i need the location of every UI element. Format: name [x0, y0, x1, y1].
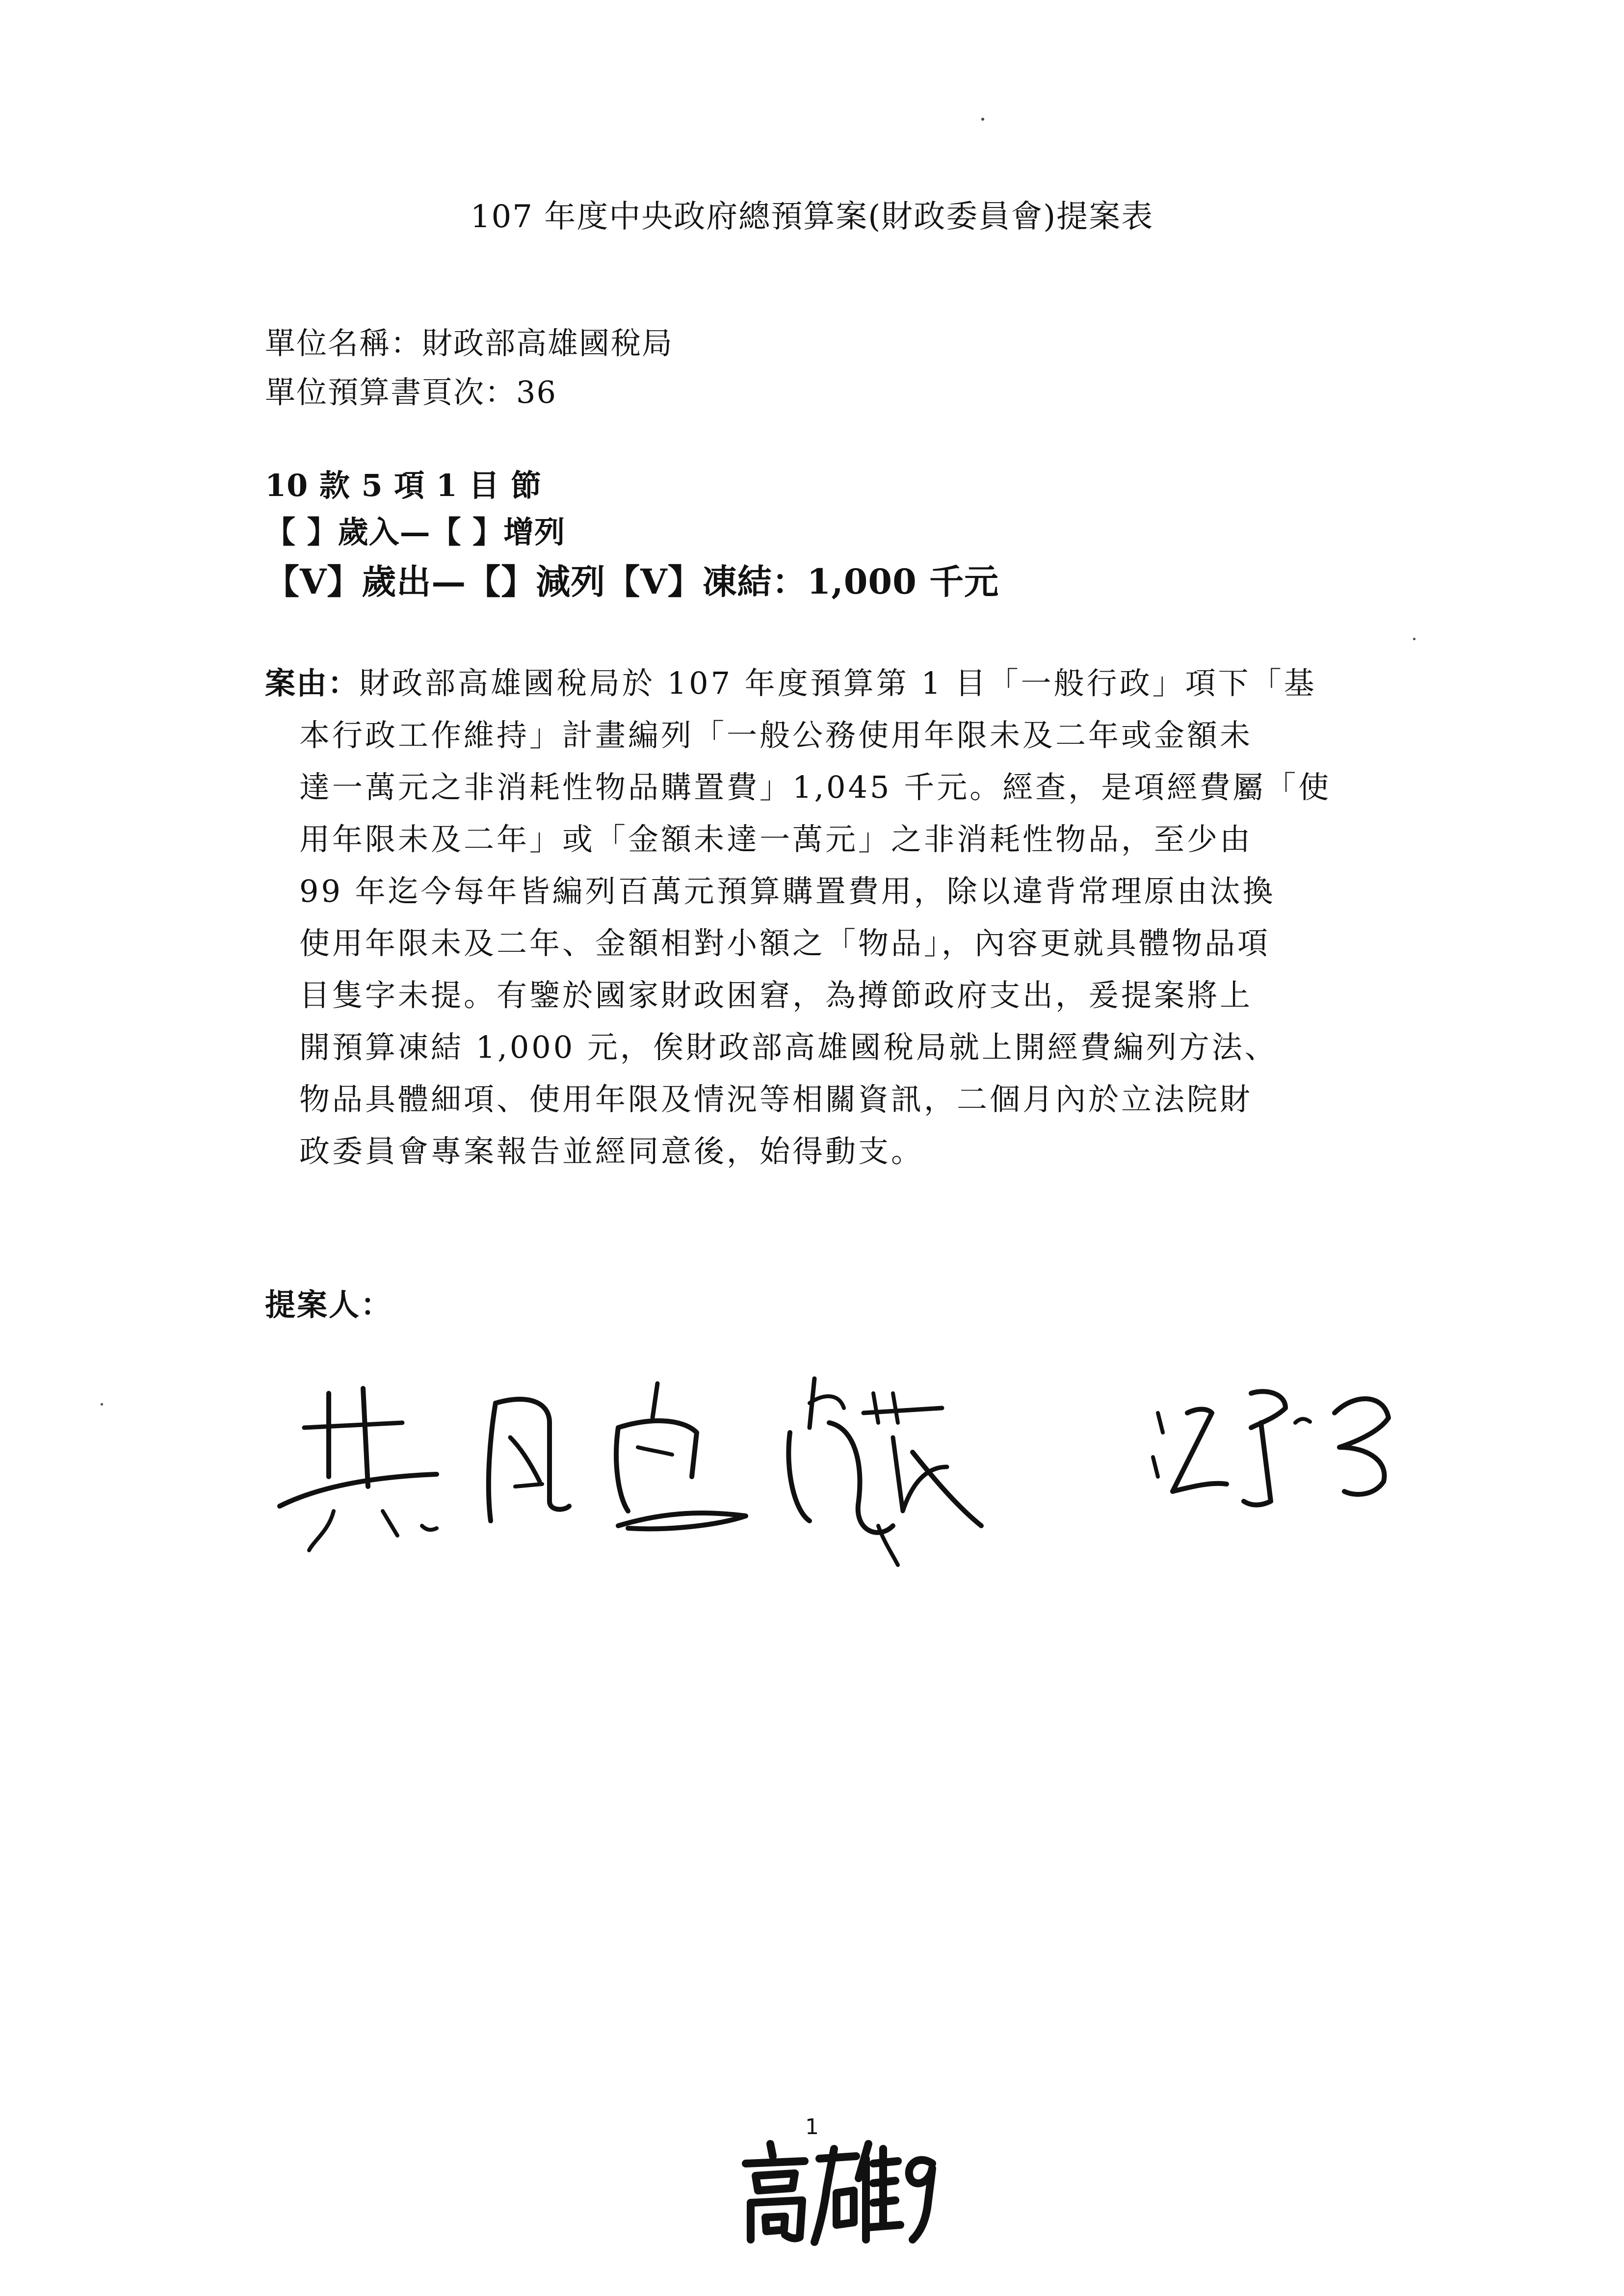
scan-speck [1413, 638, 1415, 640]
reason-line: 99 年迄今每年皆編列百萬元預算購置費用，除以違背常理原由汰換 [299, 873, 1276, 909]
reason-first-line [265, 657, 1433, 709]
reason-line: 政委員會專案報告並經同意後，始得動支。 [299, 1133, 924, 1169]
reason-line: 達一萬元之非消耗性物品購置費」1,045 千元。經查，是項經費屬「使 [299, 769, 1332, 805]
unit-budget-page: 單位預算書頁次：36 [265, 374, 557, 410]
reason-label: 案由： [265, 665, 360, 701]
revenue-line: 【 】歲入—【 】增列 [265, 514, 566, 550]
reason-line: 財政部高雄國稅局於 107 年度預算第 1 目「一般行政」項下「基 [359, 665, 1317, 701]
scan-speck [981, 118, 984, 121]
reason-line: 物品具體細項、使用年限及情況等相關資訊，二個月內於立法院財 [299, 1081, 1253, 1117]
handwritten-signatures [275, 1364, 1472, 1570]
signature-3 [616, 1383, 746, 1529]
reason-line: 本行政工作維持」計畫編列「一般公務使用年限未及二年或金額未 [299, 717, 1253, 753]
scan-speck [101, 1403, 103, 1406]
proposer-label: 提案人： [265, 1287, 393, 1323]
signature-4 [788, 1379, 981, 1565]
reason-section [265, 657, 1433, 1177]
signature-1 [280, 1388, 437, 1550]
document-title: 107 年度中央政府總預算案(財政委員會)提案表 [470, 199, 1154, 235]
reason-line: 開預算凍結 1,000 元，俟財政部高雄國稅局就上開經費編列方法、 [299, 1029, 1278, 1065]
expense-line: 【V】歲出—【】減列【V】凍結：1,000 千元 [265, 561, 999, 602]
reason-line: 目隻字未提。有鑒於國家財政困窘，為撙節政府支出，爰提案將上 [299, 977, 1253, 1013]
handwritten-stamp [736, 2129, 942, 2252]
reason-line: 用年限未及二年」或「金額未達一萬元」之非消耗性物品，至少由 [299, 821, 1253, 857]
unit-name: 單位名稱：財政部高雄國稅局 [265, 325, 674, 361]
page-number: 1 [805, 2114, 819, 2139]
budget-item-line: 10 款 5 項 1 目 節 [265, 468, 542, 503]
reason-line: 使用年限未及二年、金額相對小額之「物品」，內容更就具體物品項 [299, 925, 1271, 961]
signature-5 [1153, 1391, 1388, 1505]
signature-2 [489, 1399, 569, 1521]
